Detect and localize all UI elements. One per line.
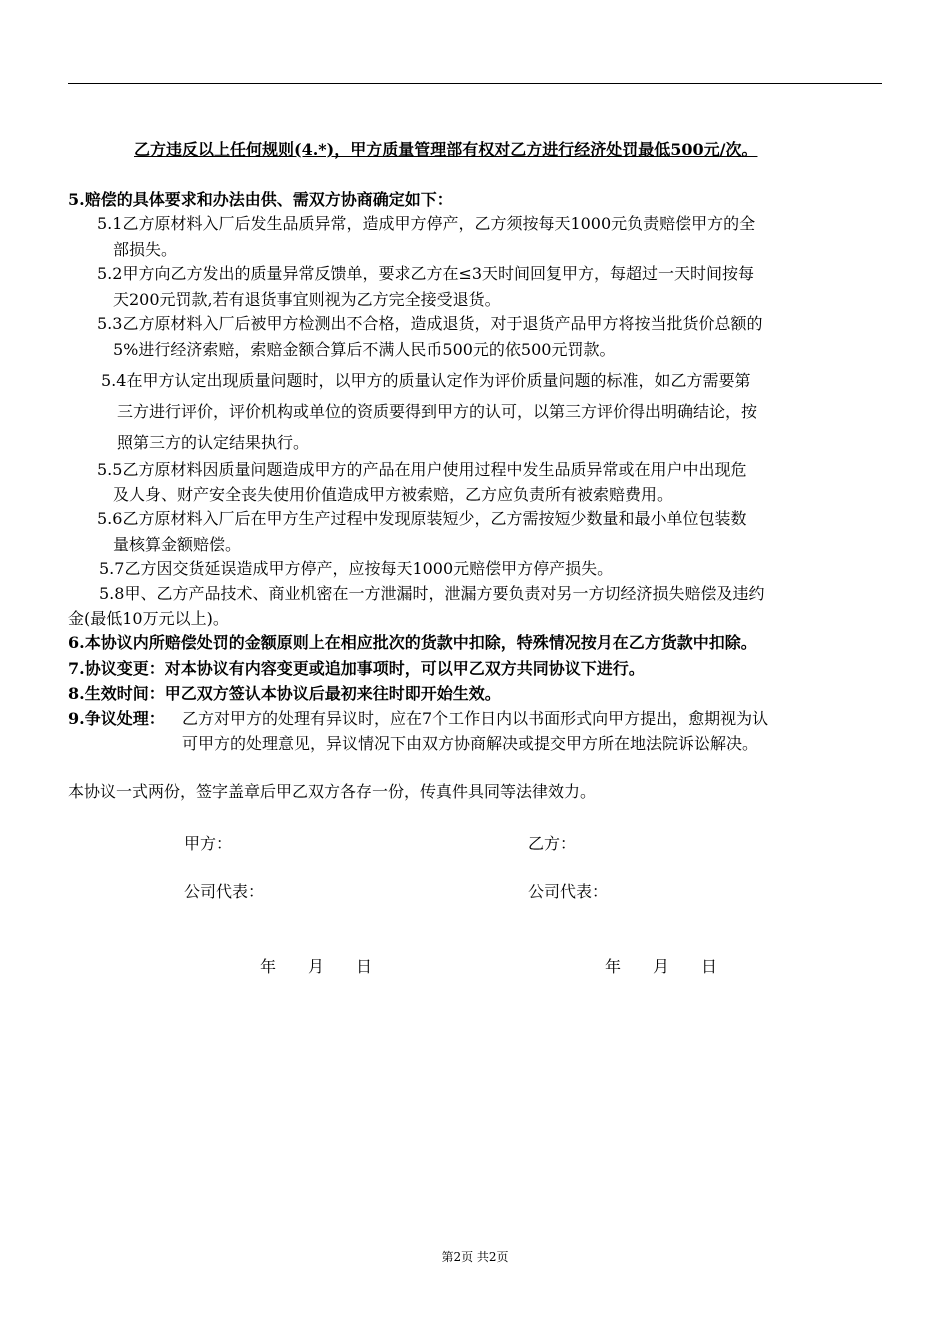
item-5-6-cont: 量核算金额赔偿。 [113,535,242,554]
section5-title: 5.赔偿的具体要求和办法由供、需双方协商确定如下： [68,190,453,209]
date-b: 年 月 日 [605,957,718,976]
section9-line1: 乙方对甲方的处理有异议时，应在7个工作日内以书面形式向甲方提出，愈期视为认 [182,709,769,728]
party-b-label: 乙方： [528,834,577,853]
closing-statement: 本协议一式两份，签字盖章后甲乙双方各存一份，传真件具同等法律效力。 [68,782,597,801]
section6: 6.本协议内所赔偿处罚的金额原则上在相应批次的货款中扣除，特殊情况按月在乙方货款中扣除。 [68,633,757,652]
section9-line2: 可甲方的处理意见，异议情况下由双方协商解决或提交甲方所在地法院诉讼解决。 [182,734,759,753]
item-5-4-cont1: 三方进行评价，评价机构或单位的资质要得到甲方的认可，以第三方评价得出明确结论，按 [117,402,758,421]
item-5-1-cont: 部损失。 [113,240,178,259]
item-5-8-cont: 金(最低10万元以上)。 [68,609,229,628]
item-5-2-cont: 天200元罚款,若有退货事宜则视为乙方完全接受退货。 [113,290,501,309]
item-5-3: 5.3乙方原材料入厂后被甲方检测出不合格，造成退货，对于退货产品甲方将按当批货价总额的 [97,314,763,333]
section7: 7.协议变更：对本协议有内容变更或追加事项时，可以甲乙双方共同协议下进行。 [68,659,645,678]
item-5-5-cont: 及人身、财产安全丧失使用价值造成甲方被索赔，乙方应负责所有被索赔费用。 [113,485,674,504]
rep-b-label: 公司代表： [528,882,609,901]
item-5-3-cont: 5%进行经济索赔，索赔金额合算后不满人民币500元的依500元罚款。 [113,340,616,359]
rep-a-label: 公司代表： [184,882,265,901]
item-5-8: 5.8甲、乙方产品技术、商业机密在一方泄漏时，泄漏方要负责对另一方切经济损失赔偿及违约 [99,584,765,603]
section9-label: 9.争议处理： [68,709,165,728]
item-5-6: 5.6乙方原材料入厂后在甲方生产过程中发现原装短少，乙方需按短少数量和最小单位包装数 [97,509,747,528]
page-footer: 第2页 共2页 [441,1250,509,1264]
item-5-1: 5.1乙方原材料入厂后发生品质异常，造成甲方停产，乙方须按每天1000元负责赔偿甲方的全 [97,214,756,233]
item-5-4-cont2: 照第三方的认定结果执行。 [117,433,310,452]
item-5-4: 5.4在甲方认定出现质量问题时，以甲方的质量认定作为评价质量问题的标准，如乙方需要第 [101,371,751,390]
item-5-7: 5.7乙方因交货延误造成甲方停产，应按每天1000元赔偿甲方停产损失。 [99,559,614,578]
date-a: 年 月 日 [260,957,373,976]
header-rule [68,83,882,84]
section8: 8.生效时间：甲乙双方签认本协议后最初来往时即开始生效。 [68,684,501,703]
item-5-5: 5.5乙方原材料因质量问题造成甲方的产品在用户使用过程中发生品质异常或在用户中出现危 [97,460,747,479]
party-a-label: 甲方： [184,834,233,853]
intro-rule: 乙方违反以上任何规则(4.*)，甲方质量管理部有权对乙方进行经济处罚最低500元/次。 [134,140,758,159]
item-5-2: 5.2甲方向乙方发出的质量异常反馈单，要求乙方在≤3天时间回复甲方，每超过一天时间按每 [97,264,755,283]
